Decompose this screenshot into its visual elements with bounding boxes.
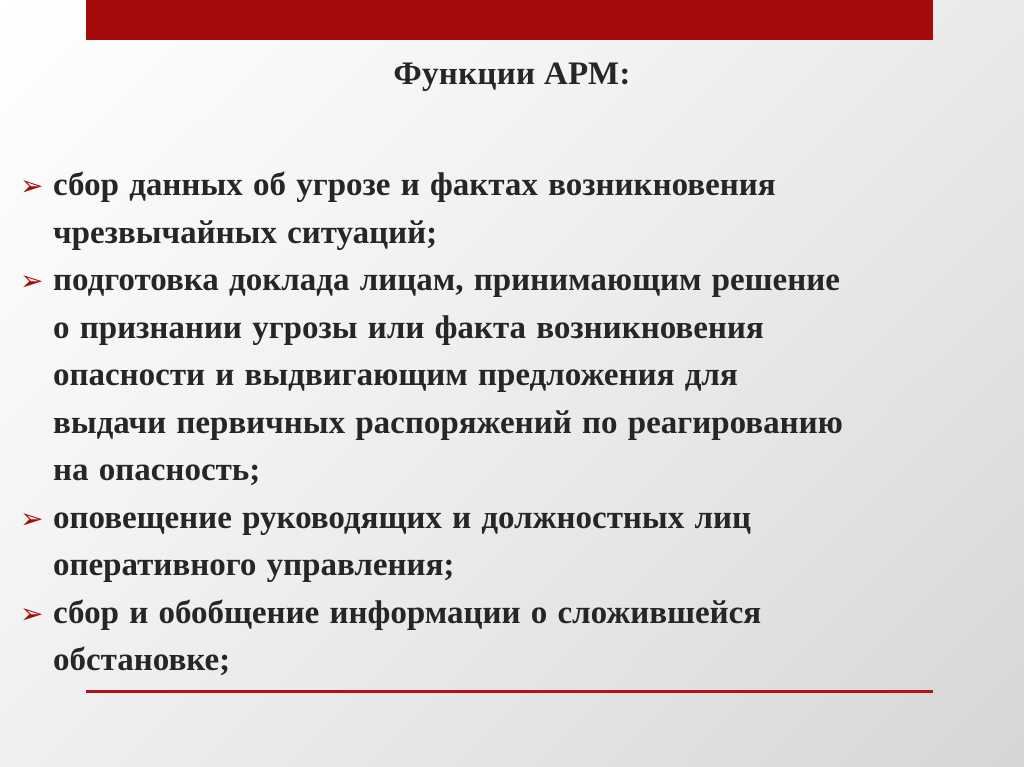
arrow-bullet-icon: ➢ <box>20 501 44 535</box>
bottom-divider <box>86 690 933 693</box>
bullet-line: оперативного управления; <box>53 547 455 583</box>
bullet-line: подготовка доклада лицам, принимающим решение <box>53 262 840 298</box>
bullet-line: сбор и обобщение информации о сложившейся <box>53 594 762 631</box>
bullet-line: оповещение руководящих и должностных лиц <box>53 499 751 536</box>
bullet-list <box>20 162 1010 685</box>
arrow-bullet-icon: ➢ <box>20 169 44 202</box>
bullet-line: выдачи первичных распоряжений по реагированию <box>53 404 843 441</box>
bullet-line: чрезвычайных ситуаций; <box>53 214 438 251</box>
bullet-line: о признании угрозы или факта возникновения <box>53 309 764 346</box>
arrow-bullet-icon: ➢ <box>20 596 44 630</box>
bullet-line: обстановке; <box>53 642 231 678</box>
bullet-item-3 <box>20 495 1010 590</box>
bullet-line: на опасность; <box>53 452 261 488</box>
bullet-item-2 <box>20 257 1010 495</box>
bullet-item-1 <box>20 162 1010 257</box>
top-accent-bar <box>86 0 933 40</box>
bullet-item-4 <box>20 590 1010 685</box>
bullet-line: опасности и выдвигающим предложения для <box>53 357 738 393</box>
arrow-bullet-icon: ➢ <box>20 264 44 297</box>
slide-title: Функции АРМ: <box>393 56 631 92</box>
bullet-line: сбор данных об угрозе и фактах возникновения <box>53 167 776 203</box>
